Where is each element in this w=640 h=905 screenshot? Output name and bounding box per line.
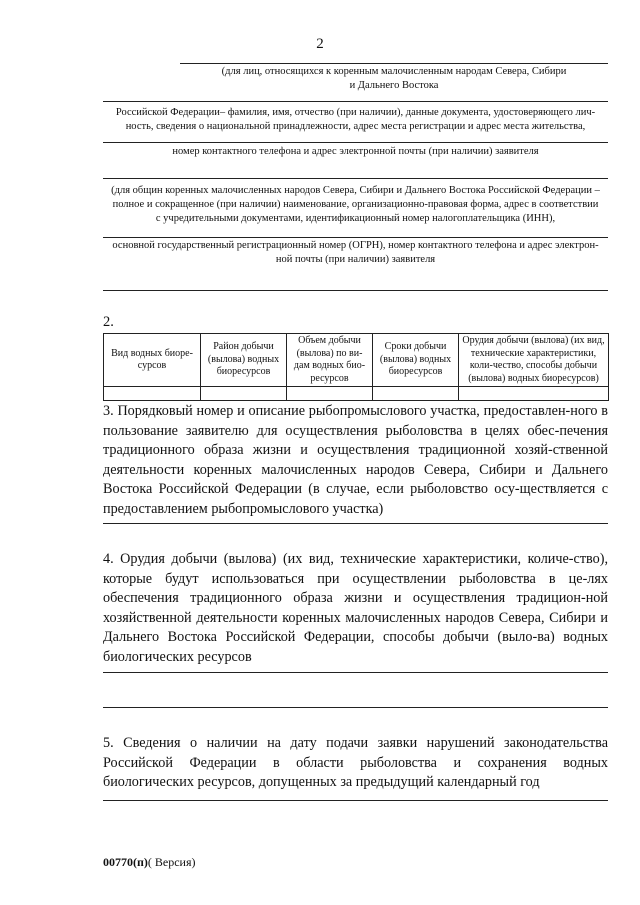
column-header-gear: Орудия добычи (вылова) (их вид, технические характеристики, коли-чество, способы добычи (вылова) водных биоресурсов) — [459, 334, 609, 387]
ogrn-caption-1: основной государственный регистрационный номер (ОГРН), номер контактного телефона и адрес электрон- — [112, 240, 599, 251]
applicant-line-1 — [180, 63, 608, 64]
applicant-line-5 — [103, 237, 608, 238]
section-5-text: 5. Сведения о наличии на дату подачи заявки нарушений законодательства Российской Федерации в области рыболовства и сохранения водных биологических ресурсов, допущенных за предыдущий календарный год — [103, 735, 608, 790]
section-5-answer-line — [103, 800, 608, 801]
applicant-line-6 — [103, 290, 608, 291]
table-header-row — [104, 334, 609, 387]
form-code-footer — [103, 855, 196, 870]
column-header-volume: Объем добычи (вылова) по ви-дам водных био-ресурсов — [287, 334, 373, 387]
bioresources-table — [103, 333, 609, 401]
contact-caption: номер контактного телефона и адрес электронной почты (при наличии) заявителя — [172, 146, 539, 157]
applicant-line-2 — [103, 101, 608, 102]
section-4-answer-line-2 — [103, 707, 608, 708]
communities-caption-2: полное и сокращенное (при наличии) наименование, организационно-правовая форма, адрес в соответствии — [112, 199, 599, 210]
column-header-period: Сроки добычи (вылова) водных биоресурсов — [373, 334, 459, 387]
indigenous-persons-caption-1: (для лиц, относящихся к коренным малочисленным народам Севера, Сибири — [221, 66, 567, 77]
applicant-line-4 — [103, 178, 608, 179]
table-cell-period[interactable] — [373, 387, 459, 401]
form-version: ( Версия) — [147, 855, 196, 869]
section-4-answer-line-1 — [103, 672, 608, 673]
ogrn-caption-2: ной почты (при наличии) заявителя — [275, 254, 436, 265]
table-cell-species[interactable] — [104, 387, 201, 401]
communities-caption-3: с учредительными документами, идентификационный номер налогоплательщика (ИНН), — [155, 213, 556, 224]
section-3-answer-line — [103, 523, 608, 524]
table-row — [104, 387, 609, 401]
section-4-text: 4. Орудия добычи (вылова) (их вид, технические характеристики, количе-ство), которые будут использоваться при осуществлении рыболовства в це-лях обеспечения традиционного образа жизни и осуществления традицион-ной хозяйственной деятельности коренных малочисленных народов Севера, Сибири и Дальнего Востока Российской Федерации, способы добычи (выло-ва) водных биологических ресурсов — [103, 551, 608, 665]
indigenous-persons-caption-2: и Дальнего Востока — [349, 80, 439, 91]
column-header-area: Район добычи (вылова) водных биоресурсов — [201, 334, 287, 387]
table-cell-area[interactable] — [201, 387, 287, 401]
column-header-species: Вид водных биоре-сурсов — [104, 334, 201, 387]
form-code: 00770(п) — [103, 855, 148, 869]
table-cell-gear[interactable] — [459, 387, 609, 401]
applicant-line-3 — [103, 142, 608, 143]
page-number: 2 — [316, 36, 324, 52]
section-3-text: 3. Порядковый номер и описание рыбопромыслового участка, предоставлен-ного в пользование заявителю для осуществления рыболовства в целях обес-печения традиционного образа жизни и осуществления традиционной хозяй-ственной деятельности коренных малочисленных народов Севера, Сибири и Дальнего Востока Российской Федерации (в случае, если рыболовство осу-ществляется с предоставлением рыбопромыслового участка) — [103, 403, 608, 517]
indigenous-persons-caption-4: ность, сведения о национальной принадлежности, адрес места регистрации и адрес места жительства, — [125, 121, 586, 132]
indigenous-persons-caption-3: Российской Федерации– фамилия, имя, отчество (при наличии), данные документа, удостоверяющего лич- — [115, 107, 596, 118]
section-2-number: 2. — [103, 314, 114, 330]
table-cell-volume[interactable] — [287, 387, 373, 401]
communities-caption-1: (для общин коренных малочисленных народов Севера, Сибири и Дальнего Востока Российской Федерации – — [111, 185, 600, 196]
